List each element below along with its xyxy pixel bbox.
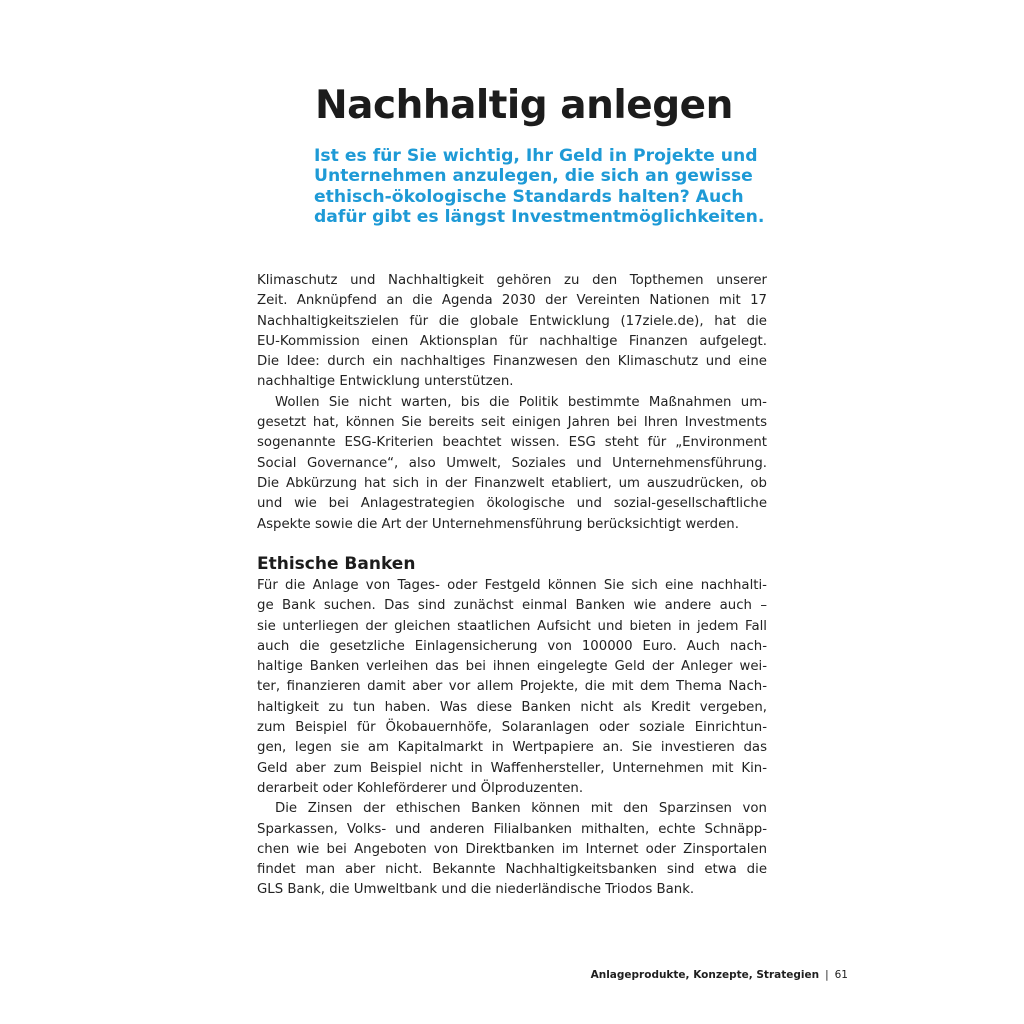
text-line: sie unterliegen der gleichen staatlichen Aufsicht und bieten in jedem Fall bbox=[257, 618, 767, 634]
text-line: gen, legen sie am Kapitalmarkt in Wertpapiere an. Sie investieren das bbox=[257, 740, 767, 756]
text-line: Wollen Sie nicht warten, bis die Politik bestimmte Maßnahmen um- bbox=[275, 394, 767, 410]
text-line: EU-Kommission einen Aktionsplan für nachhaltige Finanzen aufgelegt. bbox=[257, 333, 767, 349]
lead-line: Ist es für Sie wichtig, Ihr Geld in Projekte und bbox=[314, 146, 758, 166]
text-line: Die Zinsen der ethischen Banken können mit den Sparzinsen von bbox=[275, 801, 767, 817]
footer-chapter-title: Anlageprodukte, Konzepte, Strategien bbox=[590, 969, 820, 981]
text-line: Die Abkürzung hat sich in der Finanzwelt etabliert, um auszudrücken, ob bbox=[257, 475, 767, 491]
section-heading: Ethische Banken bbox=[257, 554, 416, 574]
lead-line: Unternehmen anzulegen, die sich an gewisse bbox=[314, 166, 753, 187]
intro-text bbox=[257, 271, 767, 535]
text-line: Nachhaltigkeitszielen für die globale Entwicklung (17ziele.de), hat die bbox=[257, 313, 767, 329]
text-line: Aspekte sowie die Art der Unternehmensführung berücksichtigt werden. bbox=[257, 516, 739, 532]
text-line: zum Beispiel für Ökobauernhöfe, Solaranlagen oder soziale Einrichtun- bbox=[257, 720, 767, 736]
text-line: und wie bei Anlagestrategien ökologische und sozial-gesellschaftliche bbox=[257, 496, 767, 512]
text-line: GLS Bank, die Umweltbank und die niederländische Triodos Bank. bbox=[257, 882, 695, 898]
lead-line: dafür gibt es längst Investmentmöglichkeiten. bbox=[314, 206, 765, 227]
text-line: ge Bank suchen. Das sind zunächst einmal Banken wie andere auch – bbox=[257, 598, 767, 614]
text-line: gesetzt hat, können Sie bereits seit einigen Jahren bei Ihren Investments bbox=[257, 415, 767, 431]
text-line: ter, finanzieren damit aber vor allem Projekte, die mit dem Thema Nach- bbox=[257, 679, 767, 695]
text-line: sogenannte ESG-Kriterien beachtet wissen. ESG steht für „Environment bbox=[257, 435, 767, 451]
text-line: Klimaschutz und Nachhaltigkeit gehören zu den Topthemen unserer bbox=[257, 273, 767, 288]
text-line: haltigkeit zu tun haben. Was diese Banken nicht als Kredit vergeben, bbox=[257, 699, 767, 715]
lead-line: ethisch-ökologische Standards halten? Auch bbox=[314, 186, 744, 207]
text-line: auch die gesetzliche Einlagensicherung von 100000 Euro. Auch nach- bbox=[257, 638, 767, 654]
footer-separator: | bbox=[825, 969, 829, 981]
page-number: 61 bbox=[834, 969, 848, 981]
text-line: Geld aber zum Beispiel nicht in Waffenhersteller, Unternehmen mit Kin- bbox=[257, 760, 767, 776]
text-line: Zeit. Anknüpfend an die Agenda 2030 der Vereinten Nationen mit 17 bbox=[257, 293, 767, 309]
text-line: Sparkassen, Volks- und anderen Filialbanken mithalten, echte Schnäpp- bbox=[257, 821, 767, 837]
page-title: Nachhaltig anlegen bbox=[315, 83, 733, 128]
page-footer bbox=[591, 967, 848, 983]
lead-paragraph bbox=[314, 146, 774, 227]
text-line: Social Governance“, also Umwelt, Soziales und Unternehmensführung. bbox=[257, 455, 767, 471]
text-line: Die Idee: durch ein nachhaltiges Finanzwesen den Klimaschutz und eine bbox=[257, 354, 767, 370]
text-line: haltige Banken verleihen das bei ihnen eingelegte Geld der Anleger wei- bbox=[257, 659, 767, 675]
text-line: Für die Anlage von Tages- oder Festgeld können Sie sich eine nachhalti- bbox=[257, 578, 767, 593]
text-line: derarbeit oder Kohleförderer und Ölproduzenten. bbox=[257, 780, 584, 796]
text-line: nachhaltige Entwicklung unterstützen. bbox=[257, 374, 514, 390]
text-line: findet man aber nicht. Bekannte Nachhaltigkeitsbanken sind etwa die bbox=[257, 862, 767, 878]
section-text bbox=[257, 576, 767, 901]
text-line: chen wie bei Angeboten von Direktbanken im Internet oder Zinsportalen bbox=[257, 841, 767, 857]
